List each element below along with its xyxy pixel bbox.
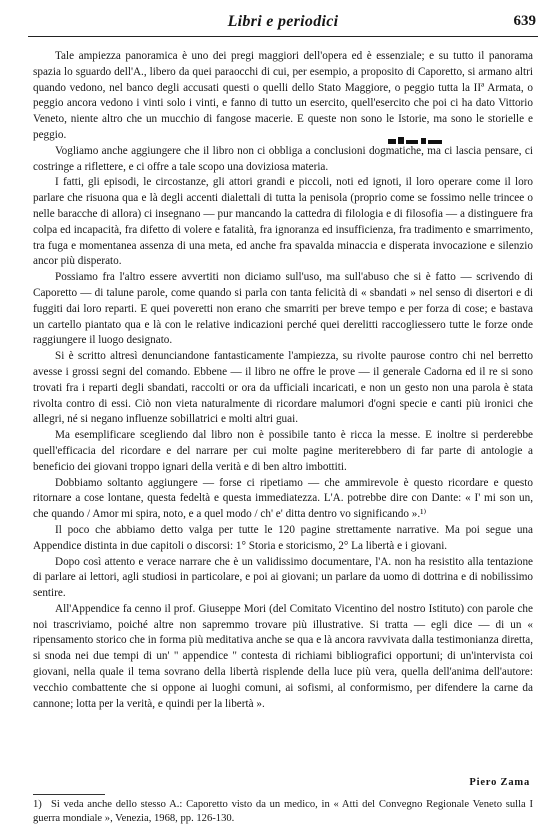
paragraph-10: All'Appendice fa cenno il prof. Giuseppe Mori (del Comitato Vicentino del nostro Istituto) con parole che noi trascriviamo, poiché altre non sapremmo trovare più illustrative. Si tratta — egli dice — di un « ripensamento storico che in forma più meditativa anche se qua e là ancora ravvivata dalla testimonianza diretta, si snoda nei due tempi di un' " appendice " contesta di richiami bibliografici opportuni; di un'intervista coi giovani, nella quale il tema sovrano della libertà risplende della luce più vera, quella dell'anima dell'autore: vecchio combattente che si oppone ai luoghi comuni, ai sofismi, al conformismo, per difendere la carne da cannone; lotta per la verità, e quindi per la libertà ». bbox=[33, 602, 533, 710]
paragraph-2: Vogliamo anche aggiungere che il libro non ci obbliga a conclusioni dogmatiche, ma ci lascia pensare, ci costringe a riflettere, e ci offre a tale scopo una doviziosa materia. bbox=[33, 144, 533, 173]
running-header bbox=[28, 10, 538, 37]
paragraph-3: I fatti, gli episodi, le circostanze, gli attori grandi e piccoli, noti ed ignoti, il loro operare come il loro parlare che risuona qua e là degli accenti dialettali di tutta la penisola (proprio come se fossimo nelle trincee o nelle baracche di allora) ci insegnano — pur mancando la cattedra di filologia e di filosofia — a distinguere fra colpa ed incapacità, fra difetto di volere e fatalità, fra ignoranza ed insufficienza, fra tradimento e smarrimento, tra fuga e momentanea assenza di una meta, ed anche fra spavalda minaccia e disperata invocazione e silenzio ancor più disperato. bbox=[33, 176, 533, 268]
article-body bbox=[33, 49, 533, 712]
paragraph-4: Possiamo fra l'altro essere avvertiti non diciamo sull'uso, ma sull'abuso che si è fatto — scrivendo di Caporetto — di talune parole, come quando si parla con tanta felicità di « sbandati » nel senso di disertori e di fuggiti dai loro reparti. E quei poveretti non erano che smarriti per breve tempo e per forza di cose; e bastava un cartello piantato qua e là con le relative indicazioni perché quei derelitti raccogliessero tutte le forze onde raggiungere il luogo designato. bbox=[33, 271, 533, 347]
footnote-text: Si veda anche dello stesso A.: Caporetto visto da un medico, in « Atti del Convegno Regionale Veneto sulla I guerra mondiale », Venezia, 1968, pp. 126-130. bbox=[33, 799, 533, 824]
author-signature: Piero Zama bbox=[469, 777, 530, 788]
page-number: 639 bbox=[513, 13, 536, 29]
footnote bbox=[33, 798, 533, 826]
paragraph-5: Si è scritto altresì denunciandone fantasticamente l'ampiezza, su rivolte paurose contro chi nel berretto avesse i grossi segni del comando. Ebbene — il libro ne offre le prove — il generale Cadorna ed il re si sono trovati fra i reparti degli sbandati, raccolti or ora da ufficiali incaricati, e non un gesto non una parola è stata rivolta contro di essi. Ciò non vieta naturalmente di ricordare malumori d'ogni specie e canti più ironici che allegri, né si negano influenze sobillatrici e molti altri guai. bbox=[33, 350, 533, 426]
footnote-divider bbox=[33, 794, 105, 795]
paragraph-7: Dobbiamo soltanto aggiungere — forse ci ripetiamo — che ammirevole è questo ricordare e questo ritornare a cose lontane, questa fedeltà e questa immediatezza. L'A. potrebbe dire con Dante: « I' mi son un, che quando / Amor mi spira, noto, e a quel modo / ch' e' ditta dentro vo significando ».¹⁾ bbox=[33, 476, 533, 521]
paragraph-9: Dopo così attento e verace narrare che è un validissimo documentare, l'A. non ha resistito alla tentazione di parlare ai lettori, agli studiosi in particolare, e poi ai giovani; un parlare da uomo di dottrina e di nobilissimo sentire. bbox=[33, 555, 533, 600]
ink-smudge bbox=[388, 136, 443, 145]
paragraph-8: Il poco che abbiamo detto valga per tutte le 120 pagine strettamente narrative. Ma poi segue una Appendice distinta in due capitoli o discorsi: 1° Storia e storicismo, 2° La libertà e i giovani. bbox=[33, 523, 533, 552]
paragraph-6: Ma esemplificare scegliendo dal libro non è possibile tanto è ricca la messe. E inoltre si perderebbe quell'efficacia del ricordare e del narrare per cui molte pagine meriterebbero di far parte di antologie a beneficio dei giovani troppo ignari della verità e di ben altro imbottiti. bbox=[33, 429, 533, 473]
paragraph-1: Tale ampiezza panoramica è uno dei pregi maggiori dell'opera ed è essenziale; e su tutto il panorama spazia lo sguardo dell'A., libero da quei paraocchi di cui, per esempio, a proposito di Caporetto, si armano altri quando vedono, nel banco degli accusati questi o quelli dello Stato Maggiore, o peggio tutta la IIª Armata, o peggio ancora vedono i vinti solo i vinti, e fanno di tutto un esercito, quell'esercito che poi ci ha dato Vittorio Veneto, niente altro che un mucchio di fangose macerie. E queste non sono le Istorie, ma sono le storielle e peggio. bbox=[33, 50, 533, 141]
section-title: Libri e periodici bbox=[227, 13, 339, 30]
footnote-marker: 1) bbox=[33, 799, 42, 810]
